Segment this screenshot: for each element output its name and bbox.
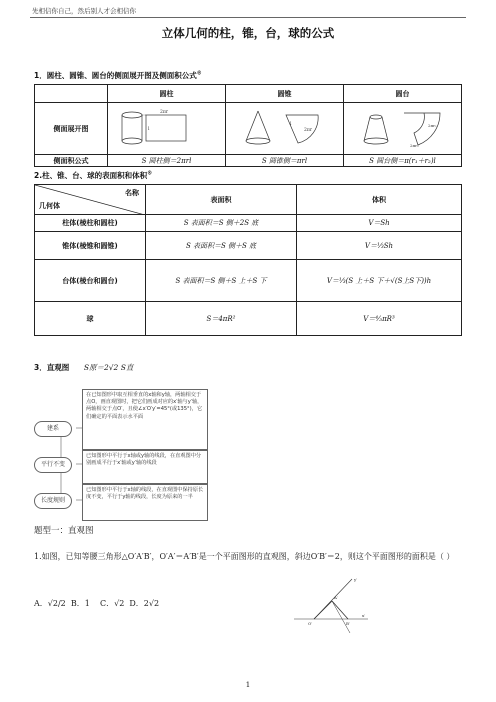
section-1-heading [34, 70, 202, 81]
diagram-box-length: 已知图形中平行于x轴的线段，在直观图中保持原长度不变，平行于y轴的线段，长度为原来的一半 [82, 484, 208, 521]
sphere-volume: V＝⁴⁄₃πR³ [297, 302, 462, 336]
sphere-name: 球 [35, 302, 146, 336]
diagram-box-axes: 在已知图形中取互相垂直的x轴和y轴，两轴相交于点O，画直观图时，把它们画成对应的x′轴与y′轴，两轴相交于点O′，且使∠x′O′y′=45°(或135°)，它们确定的平面表示水平面 [82, 389, 208, 450]
diagram-box-parallel: 已知图形中平行于x轴或y轴的线段，在直观图中分别画成平行于x′轴或y′轴的线段 [82, 450, 208, 484]
cylinder-unfold-icon [112, 105, 222, 151]
pyramid-surface: S 表面积＝S 侧＋S 底 [146, 232, 297, 260]
svg-text:l: l [289, 121, 291, 127]
header-cone: 圆锥 [226, 85, 344, 103]
option-a: A．√2/2 [34, 599, 66, 608]
header-cylinder: 圆柱 [108, 85, 226, 103]
cone-unfold-figure [226, 103, 344, 155]
frustum-volume: V＝⅓(S 上＋S 下＋√(S上S下))h [297, 260, 462, 302]
section-1-label: 1．圆柱、圆锥、圆台的侧面展开图及侧面积公式 [34, 71, 197, 80]
page-number: 1 [245, 681, 251, 689]
lateral-area-table [34, 84, 462, 167]
section-2-heading [34, 170, 152, 181]
surface-header: 表面积 [146, 185, 297, 215]
section-3-label: 3．直观图 [34, 363, 70, 372]
section-2-mark: ® [147, 170, 153, 177]
page-title: 立体几何的柱，锥，台，球的公式 [161, 26, 335, 40]
node-build-axes: 建系 [34, 421, 72, 437]
frustum-surface: S 表面积＝S 侧＋S 上＋S 下 [146, 260, 297, 302]
surface-volume-table [34, 184, 462, 336]
sphere-surface: S＝4πR² [146, 302, 297, 336]
prism-name: 柱体(棱柱和圆柱) [35, 215, 146, 232]
corner-top-label: 名称 [125, 189, 139, 197]
node-parallel: 平行不变 [34, 457, 72, 473]
svg-text:y′: y′ [354, 577, 358, 582]
svg-text:l: l [147, 126, 149, 132]
prism-volume: V＝Sh [297, 215, 462, 232]
header-rule [30, 17, 466, 18]
svg-text:2πr: 2πr [159, 109, 168, 115]
option-c: C．√2 [99, 599, 125, 608]
svg-text:2πr₁: 2πr₁ [427, 122, 437, 128]
question-options [34, 598, 159, 609]
svg-text:x′: x′ [362, 613, 366, 618]
svg-text:A′: A′ [334, 595, 338, 600]
prism-surface: S 表面积＝S 侧＋2S 底 [146, 215, 297, 232]
corner-diagonal-cell [35, 185, 146, 215]
formula-label: 侧面积公式 [35, 155, 108, 167]
corner-bottom-label: 几何体 [39, 202, 60, 210]
unfold-label: 侧面展开图 [35, 103, 108, 155]
cone-unfold-icon [230, 105, 340, 151]
option-b: B．1 [70, 599, 90, 608]
question-figure [290, 575, 370, 637]
section-2-label: 2.柱、锥、台、球的表面积和体积 [34, 171, 148, 180]
pyramid-name: 锥体(棱锥和圆锥) [35, 232, 146, 260]
frustum-unfold-figure [344, 103, 462, 155]
question-text: 1.如图，已知等腰三角形△O′A′B′，O′A′＝A′B′是一个平面图形的直观图，斜边O′B′＝2，则这个平面图形的面积是（ ） [34, 552, 455, 561]
svg-text:2πr: 2πr [303, 127, 312, 133]
option-d: D．2√2 [129, 599, 160, 608]
header-frustum: 圆台 [344, 85, 462, 103]
svg-text:B′: B′ [346, 621, 350, 626]
page-header: 先相信你自己，然后别人才会相信你 [32, 7, 136, 15]
cone-formula: S 圆锥侧＝πrl [226, 155, 344, 167]
frustum-unfold-icon [348, 105, 458, 151]
frustum-formula: S 圆台侧＝π(r₁＋r₂)l [344, 155, 462, 167]
pyramid-volume: V＝⅓Sh [297, 232, 462, 260]
cylinder-unfold-figure [108, 103, 226, 155]
frustum-name: 台体(棱台和圆台) [35, 260, 146, 302]
section-3-formula: S原＝2√2 S直 [83, 363, 134, 372]
svg-text:O′: O′ [308, 621, 313, 626]
cylinder-formula: S 圆柱侧＝2πrl [108, 155, 226, 167]
volume-header: 体积 [297, 185, 462, 215]
section-3-heading [34, 362, 133, 373]
svg-text:2πr₂: 2πr₂ [409, 142, 419, 148]
topic-heading: 题型一：直观图 [34, 526, 94, 536]
section-1-mark: ® [196, 70, 202, 77]
node-length-rule: 长度规则 [34, 493, 72, 509]
corner-cell [35, 85, 108, 103]
